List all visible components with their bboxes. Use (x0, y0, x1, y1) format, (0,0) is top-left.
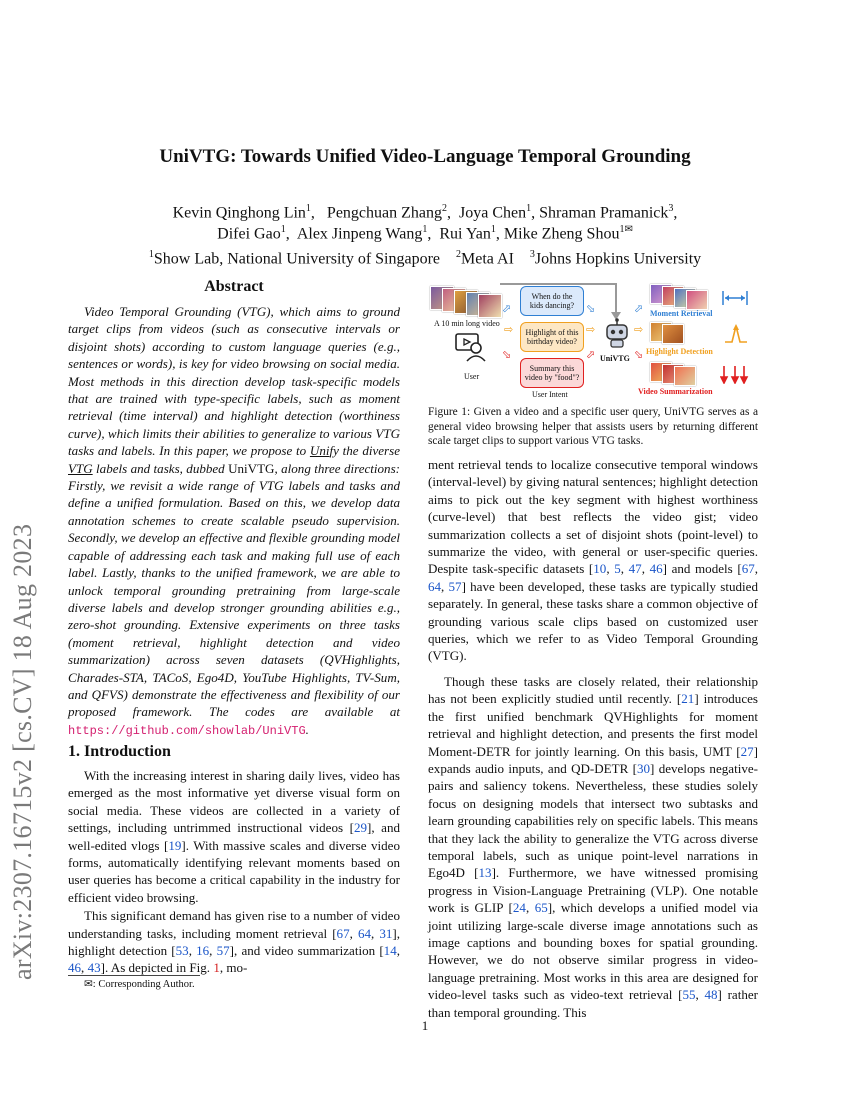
author: Alex Jinpeng Wang (296, 225, 423, 243)
text: ment retrieval tends to localize consecutive temporal windows (interval-level) by giving natural sentences; highlight detection aims to pick out the key segment with highest worthiness (curve-level) that best reflects the video gist; video summarization collects a set of disjoint shots (point-level) to summarize the video, with general or user-specific queries. Despite task-specific datasets [ (428, 457, 758, 577)
page-number: 1 (421, 1018, 429, 1033)
citation-link[interactable]: 53 (175, 943, 189, 959)
output-thumbnail (662, 324, 684, 344)
points-glyph-icon (720, 364, 750, 384)
citation-link[interactable]: 46 (68, 960, 82, 976)
text: , (641, 561, 650, 577)
affiliation: Show Lab, National University of Singapore (153, 250, 441, 268)
query-box-highlight (520, 322, 584, 352)
citation-link[interactable]: 31 (379, 925, 393, 941)
abstract-text: . (305, 721, 309, 737)
query-box-summary (520, 358, 584, 388)
abstract-body (68, 303, 400, 740)
interval-glyph-icon (720, 290, 750, 306)
video-label: A 10 min long video (434, 319, 500, 328)
citation-link[interactable]: 67 (336, 925, 350, 941)
citation-link[interactable]: 57 (448, 578, 462, 594)
citation-link[interactable]: 5 (614, 561, 621, 577)
author-sup: 1 (490, 224, 496, 235)
arrow-icon: ⬂ (502, 349, 512, 361)
author: Rui Yan (439, 225, 491, 243)
citation-link[interactable]: 43 (87, 960, 101, 976)
affiliation: Johns Hopkins University (534, 250, 702, 268)
output-thumbnail (686, 290, 708, 310)
text: ], highlight detection [ (68, 925, 401, 959)
query-box-moment (520, 286, 584, 316)
author-line-2: Difei Gao$^1$, Alex Jinpeng Wang$^1$, Rui Yan$^1$, Mike Zheng Shou$^{1✉}$ (217, 224, 633, 243)
query-text: Summary this video by "food"? (524, 363, 580, 382)
code-link[interactable]: https://github.com/showlab/UniVTG (68, 723, 306, 738)
citation-link[interactable]: 13 (478, 865, 492, 881)
abstract-underline: Uni (309, 443, 330, 459)
author: Pengchuan Zhang (326, 204, 442, 222)
text: ] have been developed, these tasks are typically studied separately. In general, these tasks share a common objective of grounding various scale clips based on customized user queries, which we refer to as Video Temporal Grounding (VTG). (428, 578, 758, 664)
text: , (754, 561, 759, 577)
abstract-text: Video Temporal Grounding (VTG), which aims to ground target clips from videos (such as consecutive intervals or disjoint shots) according to custom language queries (e.g., sentences or words), is key for video browsing on social media. Most methods in this direction develop task-specific models that are trained with type-specific labels, such as moment retrieval (time interval) and highlight detection (worthiness curve), which limits their abilities to generalize to various VTG tasks and labels. In this paper, we propose to (68, 304, 400, 459)
model-name: UniVTG (228, 460, 275, 476)
citation-link[interactable]: 24 (512, 900, 526, 916)
paper-title: UniVTG: Towards Unified Video-Language Temporal Grounding (159, 146, 691, 167)
text: ] rather than temporal grounding. This (428, 987, 758, 1020)
author-line-1: Kevin Qinghong Lin$^1$, Pengchuan Zhang$^2$, Joya Chen$^1$, Shraman Pramanick$^3$, (172, 203, 678, 222)
intro-paragraph-2 (68, 907, 400, 977)
arxiv-stamp: arXiv:2307.16715v2 [cs.CV] 18 Aug 2023 (8, 523, 37, 980)
text: ] expands audio inputs, and QD-DETR [ (428, 743, 758, 776)
text: ] introduces the first unified benchmark QVHighlights for moment retrieval and highlight detection, and presents the first model Moment-DETR for jointly learning. On this basis, UMT [ (428, 691, 758, 759)
task-label-moment: Moment Retrieval (650, 309, 713, 318)
author-sup: 1 (305, 203, 311, 214)
text: , (606, 561, 615, 577)
author: Shraman Pramanick (539, 204, 669, 222)
arrow-icon: ⬀ (502, 303, 512, 315)
text: ] and models [ (662, 561, 742, 577)
curve-glyph-icon (724, 322, 748, 344)
arrow-icon: ⇨ (504, 324, 514, 336)
text: ]. With massive scales and diverse video forms, automatically identifying relevant moments based on user queries has become a critical capability in the industry for efficient video browsing. (68, 837, 400, 905)
footnote-rule (68, 975, 200, 976)
arrow-icon: ⬂ (586, 303, 596, 315)
arrow-icon: ⬀ (634, 303, 644, 315)
arrow-icon: ⇨ (586, 324, 596, 336)
abstract-text: fy the diverse (329, 443, 400, 459)
footnote: ✉: Corresponding Author. (84, 979, 195, 990)
citation-link[interactable]: 30 (637, 760, 651, 776)
affiliation-sup: 3 (529, 249, 535, 260)
text: ]. As depicted in Fig. (100, 960, 214, 976)
user-intent-label: User Intent (532, 390, 568, 399)
task-label-summary: Video Summarization (638, 387, 713, 396)
text: With the increasing interest in sharing daily lives, video has emerged as the most informative yet diverse visual form on social media. These videos are collected in a variety of settings, including untrimmed instructional videos [ (68, 768, 400, 836)
citation-link[interactable]: 48 (704, 987, 718, 1003)
abstract-underline: VTG (68, 460, 93, 476)
affiliations (0, 244, 850, 269)
arrow-icon: ⇨ (634, 324, 644, 336)
right-paragraph-1 (428, 456, 758, 665)
citation-link[interactable]: 57 (216, 943, 230, 959)
text: ]. Furthermore, we have witnessed promising progress in Vision-Language Pretraining (VLP). One notable work is GLIP [ (428, 865, 758, 916)
text: ], which develops a unified model via joint utilizing large-scale diverse image annotations such as image captions and bounding boxes for spatial grounding. However, we do not observe similar progress in video-language pretraining. Most works in this area are designed for video-level tasks such as video-text retrieval [ (428, 900, 758, 1003)
task-label-highlight: Highlight Detection (646, 347, 713, 356)
arrow-icon: ⬂ (634, 349, 644, 361)
text: , (525, 900, 535, 916)
author-sup: 3 (668, 203, 674, 214)
text: , (396, 943, 400, 959)
query-text: Highlight of this birthday video? (525, 327, 579, 346)
author: Difei Gao (217, 225, 281, 243)
figure-caption: Figure 1: Given a video and a specific user query, UniVTG serves as a general video browsing helper that assists users by returning different scale target clips to support various VTG tasks. (428, 406, 758, 448)
citation-link[interactable]: 67 (741, 561, 755, 577)
author-sup: 1 (280, 224, 286, 235)
citation-link[interactable]: 55 (682, 987, 696, 1003)
author-sup: 1 (422, 224, 428, 235)
affiliation-sup: 2 (456, 249, 462, 260)
author: Joya Chen (459, 204, 527, 222)
citation-link[interactable]: 47 (628, 561, 642, 577)
figure-ref-link[interactable]: 1 (213, 960, 220, 976)
user-label: User (464, 372, 480, 381)
intro-section (68, 743, 400, 977)
text: This significant demand has given rise to a number of video understanding tasks, including moment retrieval [ (68, 908, 400, 941)
author-sup: 1✉ (619, 224, 633, 235)
user-computer-icon (454, 332, 488, 362)
citation-link[interactable]: 10 (593, 561, 607, 577)
author: Mike Zheng Shou (503, 225, 620, 243)
affiliation-sup: 1 (148, 249, 154, 260)
text: , mo- (219, 960, 248, 976)
abstract-heading: Abstract (204, 278, 264, 295)
citation-link[interactable]: 64 (357, 925, 371, 941)
text: , (371, 925, 380, 941)
citation-link[interactable]: 21 (681, 691, 695, 707)
text: , (695, 987, 705, 1003)
text: ] develops negative-pairs and saliency tokens. Nevertheless, these studies solely focus on designing models that intersect two subtasks and learn grounding capabilities rely on specific labels. This means that they lack the ability to generalize the VTG across diverse temporal labels, such as unique point-level narrations in Ego4D [ (428, 760, 758, 881)
text: , (188, 943, 197, 959)
text: ], and video summarization [ (229, 943, 384, 959)
intro-paragraph-1 (68, 767, 400, 906)
citation-link[interactable]: 29 (353, 820, 368, 836)
citation-link[interactable]: 14 (383, 943, 397, 959)
abstract-paragraph (68, 303, 400, 740)
query-text: When do the kids dancing? (529, 291, 575, 310)
intro-heading: 1. Introduction (68, 743, 171, 760)
affiliation: Meta AI (461, 250, 514, 268)
citation-link[interactable]: 65 (534, 900, 548, 916)
text: , (441, 578, 449, 594)
model-label: UniVTG (600, 354, 630, 363)
author: Kevin Qinghong Lin (172, 204, 306, 222)
author-sup: 2 (442, 203, 447, 214)
text: , (620, 561, 629, 577)
text: , (349, 925, 358, 941)
citation-link[interactable]: 16 (196, 943, 210, 959)
author-sup: 1 (526, 203, 532, 214)
arrow-icon: ⬀ (586, 349, 596, 361)
citation-link[interactable]: 27 (740, 743, 754, 759)
right-column (428, 456, 758, 1021)
text: , (81, 960, 88, 976)
abstract-text: , along three directions: Firstly, we revisit a wide range of VTG labels and tasks and define a unified formulation. Based on this, we develop data annotation schemes to create scalable pseudo supervision. Secondly, we develop an effective and flexible grounding model capable of addressing each task and making full use of each label. Lastly, thanks to the unified framework, we are able to unlock temporal grounding pretraining from large-scale diverse labels and develop stronger grounding abilities e.g., zero-shot grounding. Extensive experiments on three tasks (moment retrieval, highlight detection and video summarization) across seven datasets (QVHighlights, Charades-STA, TACoS, Ego4D, YouTube Highlights, TV-Sum, and QFVS) demonstrate the effectiveness and flexibility of our proposed framework. The codes are available at (68, 460, 400, 720)
figure-1 (428, 282, 758, 402)
robot-icon (602, 318, 632, 348)
output-thumbnail (674, 366, 696, 386)
abstract-text: labels and tasks, dubbed (92, 460, 229, 476)
text: , (209, 943, 217, 959)
text: Though these tasks are closely related, their relationship has not been explicitly studied until recently. [ (428, 673, 758, 707)
right-paragraph-2 (428, 673, 758, 1021)
citation-link[interactable]: 19 (168, 837, 182, 853)
text: ], and well-edited vlogs [ (68, 820, 400, 853)
citation-link[interactable]: 64 (428, 578, 442, 594)
citation-link[interactable]: 46 (649, 561, 663, 577)
